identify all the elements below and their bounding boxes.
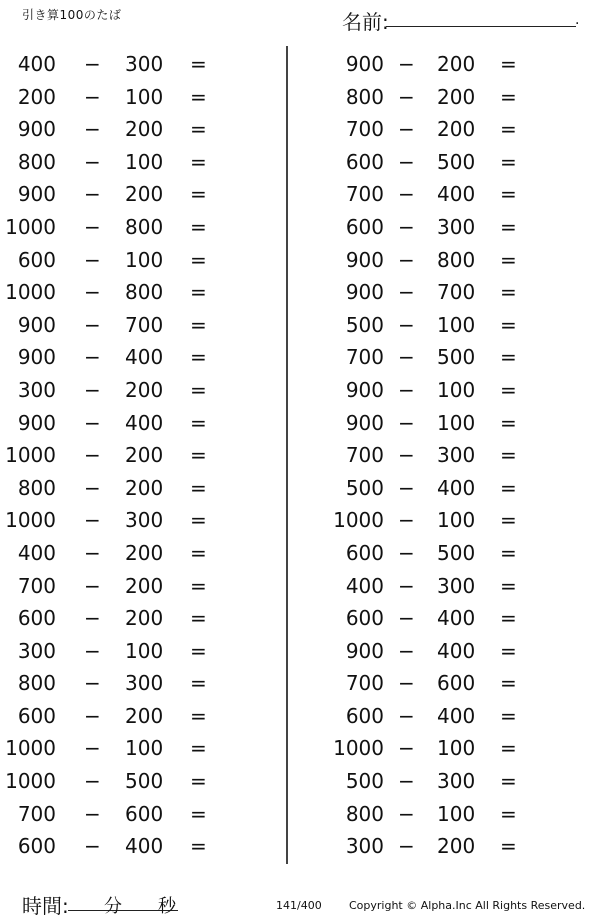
minus-sign: − [84, 182, 101, 207]
subtrahend: 800 [125, 280, 164, 305]
minuend: 700 [345, 671, 384, 696]
problem-row [312, 732, 572, 765]
equals-sign: = [190, 149, 207, 174]
minuend: 1000 [5, 443, 56, 468]
problem-row [0, 570, 260, 603]
subtrahend: 200 [437, 117, 476, 142]
subtrahend: 300 [125, 52, 164, 76]
problem-row [312, 765, 572, 798]
problem-row [312, 211, 572, 244]
problem-row [0, 113, 260, 146]
minus-sign: − [398, 443, 415, 468]
equals-sign: = [500, 606, 517, 631]
subtrahend: 200 [125, 540, 164, 565]
minuend: 900 [345, 247, 384, 272]
minus-sign: − [398, 280, 415, 305]
minus-sign: − [398, 117, 415, 142]
problem-row [0, 211, 260, 244]
problem-row [0, 830, 260, 863]
name-end-dot: . [575, 12, 580, 28]
subtrahend: 400 [437, 475, 476, 500]
minuend: 1000 [5, 280, 56, 305]
minuend: 400 [345, 573, 384, 598]
minuend: 600 [17, 703, 56, 728]
subtrahend: 100 [437, 312, 476, 337]
minuend: 800 [17, 671, 56, 696]
minus-sign: − [84, 214, 101, 239]
subtrahend: 500 [437, 540, 476, 565]
subtrahend: 100 [437, 801, 476, 826]
minus-sign: − [84, 84, 101, 109]
minus-sign: − [398, 410, 415, 435]
name-underline [386, 26, 576, 27]
minuend: 700 [17, 801, 56, 826]
equals-sign: = [500, 801, 517, 826]
equals-sign: = [190, 769, 207, 794]
minuend: 700 [345, 345, 384, 370]
minus-sign: − [398, 769, 415, 794]
subtrahend: 400 [125, 834, 164, 859]
problem-row [312, 537, 572, 570]
minuend: 1000 [333, 508, 384, 533]
equals-sign: = [190, 182, 207, 207]
minus-sign: − [398, 671, 415, 696]
minus-sign: − [84, 377, 101, 402]
subtrahend: 200 [125, 606, 164, 631]
problem-row [312, 81, 572, 114]
subtrahend: 100 [437, 736, 476, 761]
minuend: 700 [345, 182, 384, 207]
minuend: 300 [345, 834, 384, 859]
minus-sign: − [84, 834, 101, 859]
problem-row [312, 602, 572, 635]
problem-row [312, 407, 572, 440]
minus-sign: − [398, 606, 415, 631]
minuend: 900 [345, 280, 384, 305]
problem-row [0, 309, 260, 342]
subtrahend: 100 [125, 638, 164, 663]
problem-row [312, 309, 572, 342]
problem-row [0, 798, 260, 831]
subtrahend: 200 [437, 52, 476, 76]
problem-row [312, 439, 572, 472]
subtrahend: 400 [437, 703, 476, 728]
subtrahend: 500 [125, 769, 164, 794]
subtrahend: 700 [125, 312, 164, 337]
column-divider [286, 46, 288, 864]
minus-sign: − [398, 345, 415, 370]
minutes-label: 分 [104, 896, 122, 917]
subtrahend: 400 [437, 638, 476, 663]
equals-sign: = [190, 475, 207, 500]
minuend: 700 [17, 573, 56, 598]
minus-sign: − [84, 149, 101, 174]
equals-sign: = [500, 671, 517, 696]
equals-sign: = [500, 769, 517, 794]
problem-row [312, 48, 572, 81]
minuend: 500 [345, 769, 384, 794]
minuend: 500 [345, 475, 384, 500]
problem-row [312, 570, 572, 603]
minus-sign: − [398, 573, 415, 598]
minuend: 600 [17, 606, 56, 631]
subtrahend: 300 [437, 214, 476, 239]
minuend: 1000 [5, 736, 56, 761]
minuend: 1000 [5, 769, 56, 794]
problem-row [0, 635, 260, 668]
equals-sign: = [190, 84, 207, 109]
equals-sign: = [500, 345, 517, 370]
minus-sign: − [398, 638, 415, 663]
equals-sign: = [190, 280, 207, 305]
subtrahend: 300 [437, 443, 476, 468]
subtrahend: 100 [125, 84, 164, 109]
minus-sign: − [398, 834, 415, 859]
subtrahend: 100 [437, 377, 476, 402]
minuend: 900 [17, 182, 56, 207]
worksheet-title: 引き算100のたば [22, 8, 122, 22]
subtrahend: 200 [437, 84, 476, 109]
problem-row [0, 472, 260, 505]
problem-row [312, 798, 572, 831]
equals-sign: = [500, 84, 517, 109]
equals-sign: = [500, 280, 517, 305]
subtrahend: 800 [125, 214, 164, 239]
subtrahend: 400 [125, 345, 164, 370]
minuend: 700 [345, 117, 384, 142]
problem-row [312, 341, 572, 374]
problem-row [0, 244, 260, 277]
equals-sign: = [190, 247, 207, 272]
problem-row [312, 374, 572, 407]
minus-sign: − [398, 214, 415, 239]
minus-sign: − [84, 638, 101, 663]
minus-sign: − [84, 443, 101, 468]
name-label: 名前: [342, 10, 389, 34]
minus-sign: − [398, 703, 415, 728]
minus-sign: − [84, 52, 101, 76]
minus-sign: − [84, 573, 101, 598]
equals-sign: = [500, 149, 517, 174]
equals-sign: = [190, 834, 207, 859]
minuend: 900 [17, 117, 56, 142]
problem-row [0, 81, 260, 114]
problem-row [312, 504, 572, 537]
minuend: 600 [345, 540, 384, 565]
minus-sign: − [84, 540, 101, 565]
time-label: 時間: [22, 894, 69, 918]
problem-row [0, 504, 260, 537]
equals-sign: = [190, 671, 207, 696]
subtrahend: 200 [125, 117, 164, 142]
minus-sign: − [84, 736, 101, 761]
minuend: 1000 [5, 214, 56, 239]
minus-sign: − [398, 84, 415, 109]
equals-sign: = [500, 540, 517, 565]
problem-row [312, 113, 572, 146]
minus-sign: − [398, 475, 415, 500]
minus-sign: − [84, 117, 101, 142]
subtrahend: 100 [125, 149, 164, 174]
problem-row [0, 48, 260, 81]
equals-sign: = [190, 312, 207, 337]
page-number: 141/400 [276, 899, 322, 912]
subtrahend: 500 [437, 149, 476, 174]
minus-sign: − [398, 377, 415, 402]
problem-row [0, 700, 260, 733]
minuend: 600 [17, 247, 56, 272]
minuend: 500 [345, 312, 384, 337]
equals-sign: = [500, 443, 517, 468]
subtrahend: 300 [437, 573, 476, 598]
equals-sign: = [190, 377, 207, 402]
equals-sign: = [500, 247, 517, 272]
subtrahend: 200 [125, 182, 164, 207]
problem-row [0, 667, 260, 700]
subtrahend: 200 [125, 377, 164, 402]
equals-sign: = [500, 508, 517, 533]
subtrahend: 200 [125, 443, 164, 468]
problem-row [0, 276, 260, 309]
problem-row [312, 244, 572, 277]
problem-row [0, 341, 260, 374]
equals-sign: = [190, 736, 207, 761]
minuend: 600 [345, 214, 384, 239]
minuend: 800 [345, 84, 384, 109]
problem-row [0, 765, 260, 798]
minuend: 900 [345, 377, 384, 402]
equals-sign: = [190, 801, 207, 826]
minus-sign: − [398, 312, 415, 337]
minuend: 1000 [333, 736, 384, 761]
minuend: 800 [345, 801, 384, 826]
problem-row [312, 635, 572, 668]
subtrahend: 100 [437, 410, 476, 435]
copyright-text: Copyright © Alpha.Inc All Rights Reserved. [349, 899, 586, 912]
equals-sign: = [190, 117, 207, 142]
subtrahend: 700 [437, 280, 476, 305]
subtrahend: 600 [125, 801, 164, 826]
minus-sign: − [84, 769, 101, 794]
equals-sign: = [190, 540, 207, 565]
minuend: 900 [345, 410, 384, 435]
minus-sign: − [398, 736, 415, 761]
problem-row [312, 178, 572, 211]
problem-row [312, 146, 572, 179]
equals-sign: = [500, 312, 517, 337]
minus-sign: − [398, 801, 415, 826]
equals-sign: = [190, 508, 207, 533]
minuend: 800 [17, 475, 56, 500]
minuend: 1000 [5, 508, 56, 533]
minuend: 900 [17, 410, 56, 435]
subtrahend: 200 [437, 834, 476, 859]
subtrahend: 500 [437, 345, 476, 370]
problem-row [312, 830, 572, 863]
equals-sign: = [190, 410, 207, 435]
equals-sign: = [500, 214, 517, 239]
subtrahend: 800 [437, 247, 476, 272]
equals-sign: = [190, 214, 207, 239]
equals-sign: = [500, 377, 517, 402]
subtrahend: 400 [437, 182, 476, 207]
minus-sign: − [84, 410, 101, 435]
equals-sign: = [190, 52, 207, 76]
equals-sign: = [190, 345, 207, 370]
minus-sign: − [84, 312, 101, 337]
minus-sign: − [84, 280, 101, 305]
minuend: 900 [345, 52, 384, 76]
minuend: 300 [17, 377, 56, 402]
problem-row [312, 700, 572, 733]
equals-sign: = [500, 52, 517, 76]
equals-sign: = [190, 573, 207, 598]
minuend: 800 [17, 149, 56, 174]
minuend: 600 [345, 149, 384, 174]
equals-sign: = [190, 443, 207, 468]
problem-row [0, 407, 260, 440]
minus-sign: − [84, 345, 101, 370]
minuend: 400 [17, 540, 56, 565]
subtrahend: 100 [125, 247, 164, 272]
minus-sign: − [84, 671, 101, 696]
minus-sign: − [84, 703, 101, 728]
equals-sign: = [500, 573, 517, 598]
subtrahend: 600 [437, 671, 476, 696]
subtrahend: 200 [125, 703, 164, 728]
minuend: 600 [345, 606, 384, 631]
problem-row [0, 374, 260, 407]
subtrahend: 400 [437, 606, 476, 631]
subtrahend: 100 [437, 508, 476, 533]
minuend: 400 [17, 52, 56, 76]
equals-sign: = [190, 638, 207, 663]
equals-sign: = [500, 182, 517, 207]
minus-sign: − [84, 801, 101, 826]
equals-sign: = [500, 834, 517, 859]
minuend: 900 [17, 345, 56, 370]
minuend: 700 [345, 443, 384, 468]
minus-sign: − [398, 149, 415, 174]
subtrahend: 100 [125, 736, 164, 761]
equals-sign: = [190, 606, 207, 631]
problem-row [0, 439, 260, 472]
equals-sign: = [500, 736, 517, 761]
problem-row [0, 146, 260, 179]
seconds-label: 秒 [158, 896, 176, 917]
equals-sign: = [500, 638, 517, 663]
minus-sign: − [84, 508, 101, 533]
subtrahend: 300 [125, 671, 164, 696]
equals-sign: = [500, 410, 517, 435]
minuend: 600 [345, 703, 384, 728]
minus-sign: − [84, 247, 101, 272]
equals-sign: = [190, 703, 207, 728]
equals-sign: = [500, 117, 517, 142]
subtrahend: 300 [437, 769, 476, 794]
problem-row [312, 667, 572, 700]
minuend: 200 [17, 84, 56, 109]
minus-sign: − [398, 247, 415, 272]
equals-sign: = [500, 703, 517, 728]
right-problem-column [312, 48, 572, 863]
minus-sign: − [398, 540, 415, 565]
minus-sign: − [398, 508, 415, 533]
minuend: 300 [17, 638, 56, 663]
minus-sign: − [84, 475, 101, 500]
problem-row [312, 276, 572, 309]
problem-row [0, 732, 260, 765]
problem-row [0, 178, 260, 211]
subtrahend: 300 [125, 508, 164, 533]
problem-row [0, 537, 260, 570]
subtrahend: 200 [125, 573, 164, 598]
minus-sign: − [84, 606, 101, 631]
minuend: 900 [345, 638, 384, 663]
left-problem-column [0, 48, 260, 863]
minuend: 600 [17, 834, 56, 859]
minus-sign: − [398, 52, 415, 76]
problem-row [312, 472, 572, 505]
subtrahend: 200 [125, 475, 164, 500]
minuend: 900 [17, 312, 56, 337]
problem-row [0, 602, 260, 635]
minus-sign: − [398, 182, 415, 207]
subtrahend: 400 [125, 410, 164, 435]
equals-sign: = [500, 475, 517, 500]
